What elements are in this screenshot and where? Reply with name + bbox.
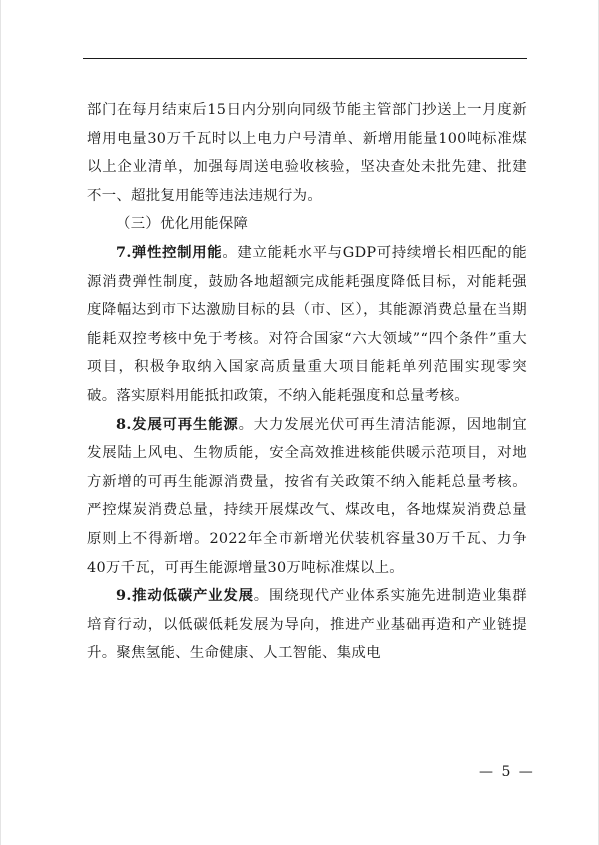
section-heading — [87, 210, 527, 239]
paragraph-item-7 — [87, 239, 527, 411]
section-heading-text: （三）优化用能保障 — [116, 216, 249, 233]
item-7-heading: 7.弹性控制用能 — [116, 243, 223, 261]
item-8-text: 。大力发展光伏可再生清洁能源，因地制宜发展陆上风电、生物质能，安全高效推进核能供暖示范项目，对地方新增的可再生能源消费量，按省有关政策不纳入能耗总量考核。严控煤炭消费总量，持续开展煤改气、煤改电，各地煤炭消费总量原则上不得新增。2022年全市新增光伏装机容量30万千瓦、力争40万千瓦，可再生能源增量30万吨标准煤以上。 — [87, 416, 527, 576]
document-body — [87, 96, 527, 668]
paragraph-text: 部门在每月结束后15日内分别向同级节能主管部门抄送上一月度新增用电量30万千瓦时以上电力户号清单、新增用能量100吨标准煤以上企业清单，加强每周送电验收核验，坚决查处未批先建、批建不一、超批复用能等违法违规行为。 — [87, 102, 527, 204]
item-7-text: 。建立能耗水平与GDP可持续增长相匹配的能源消费弹性制度，鼓励各地超额完成能耗强度降低目标，对能耗强度降幅达到市下达激励目标的县（市、区），其能源消费总量在当期能耗双控考核中免于考核。对符合国家“六大领域”“四个条件”重大项目，积极争取纳入国家高质量重大项目能耗单列范围实现零突破。落实原料用能抵扣政策，不纳入能耗强度和总量考核。 — [87, 244, 527, 404]
item-8-heading: 8.发展可再生能源 — [116, 415, 239, 433]
item-9-text: 。围绕现代产业体系实施先进制造业集群培育行动，以低碳低耗发展为导向，推进产业基础再造和产业链提升。聚焦氢能、生命健康、人工智能、集成电 — [87, 588, 527, 662]
paragraph-item-8 — [87, 411, 527, 583]
paragraph-continuation — [87, 96, 527, 210]
paragraph-item-9 — [87, 582, 527, 668]
item-9-heading: 9.推动低碳产业发展 — [116, 587, 254, 605]
header-rule — [83, 58, 527, 59]
page-number: — 5 — — [479, 764, 535, 780]
